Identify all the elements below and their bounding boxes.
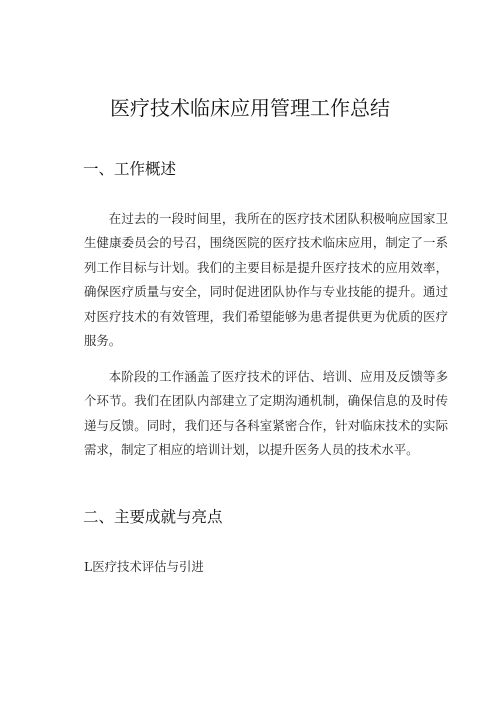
section-heading-overview: 一、工作概述 — [83, 160, 177, 178]
section-heading-achievements: 二、主要成就与亮点 — [83, 508, 223, 526]
overview-paragraph-2: 本阶段的工作涵盖了医疗技术的评估、培训、应用及反馈等多个环节。我们在团队内部建立了定期沟通机制，确保信息的及时传递与反馈。同时，我们还与各科室紧密合作，针对临床技术的实际需求，制定了相应的培训计划，以提升医务人员的技术水平。 — [84, 369, 448, 458]
document-title: 医疗技术临床应用管理工作总结 — [110, 96, 390, 120]
achievement-subitem-1: L医疗技术评估与引进 — [84, 559, 204, 574]
overview-paragraph-1: 在过去的一段时间里，我所在的医疗技术团队积极响应国家卫生健康委员会的号召，围绕医院的医疗技术临床应用，制定了一系列工作目标与计划。我们的主要目标是提升医疗技术的应用效率，确保医疗质量与安全，同时促进团队协作与专业技能的提升。通过对医疗技术的有效管理，我们希望能够为患者提供更为优质的医疗服务。 — [84, 211, 448, 349]
